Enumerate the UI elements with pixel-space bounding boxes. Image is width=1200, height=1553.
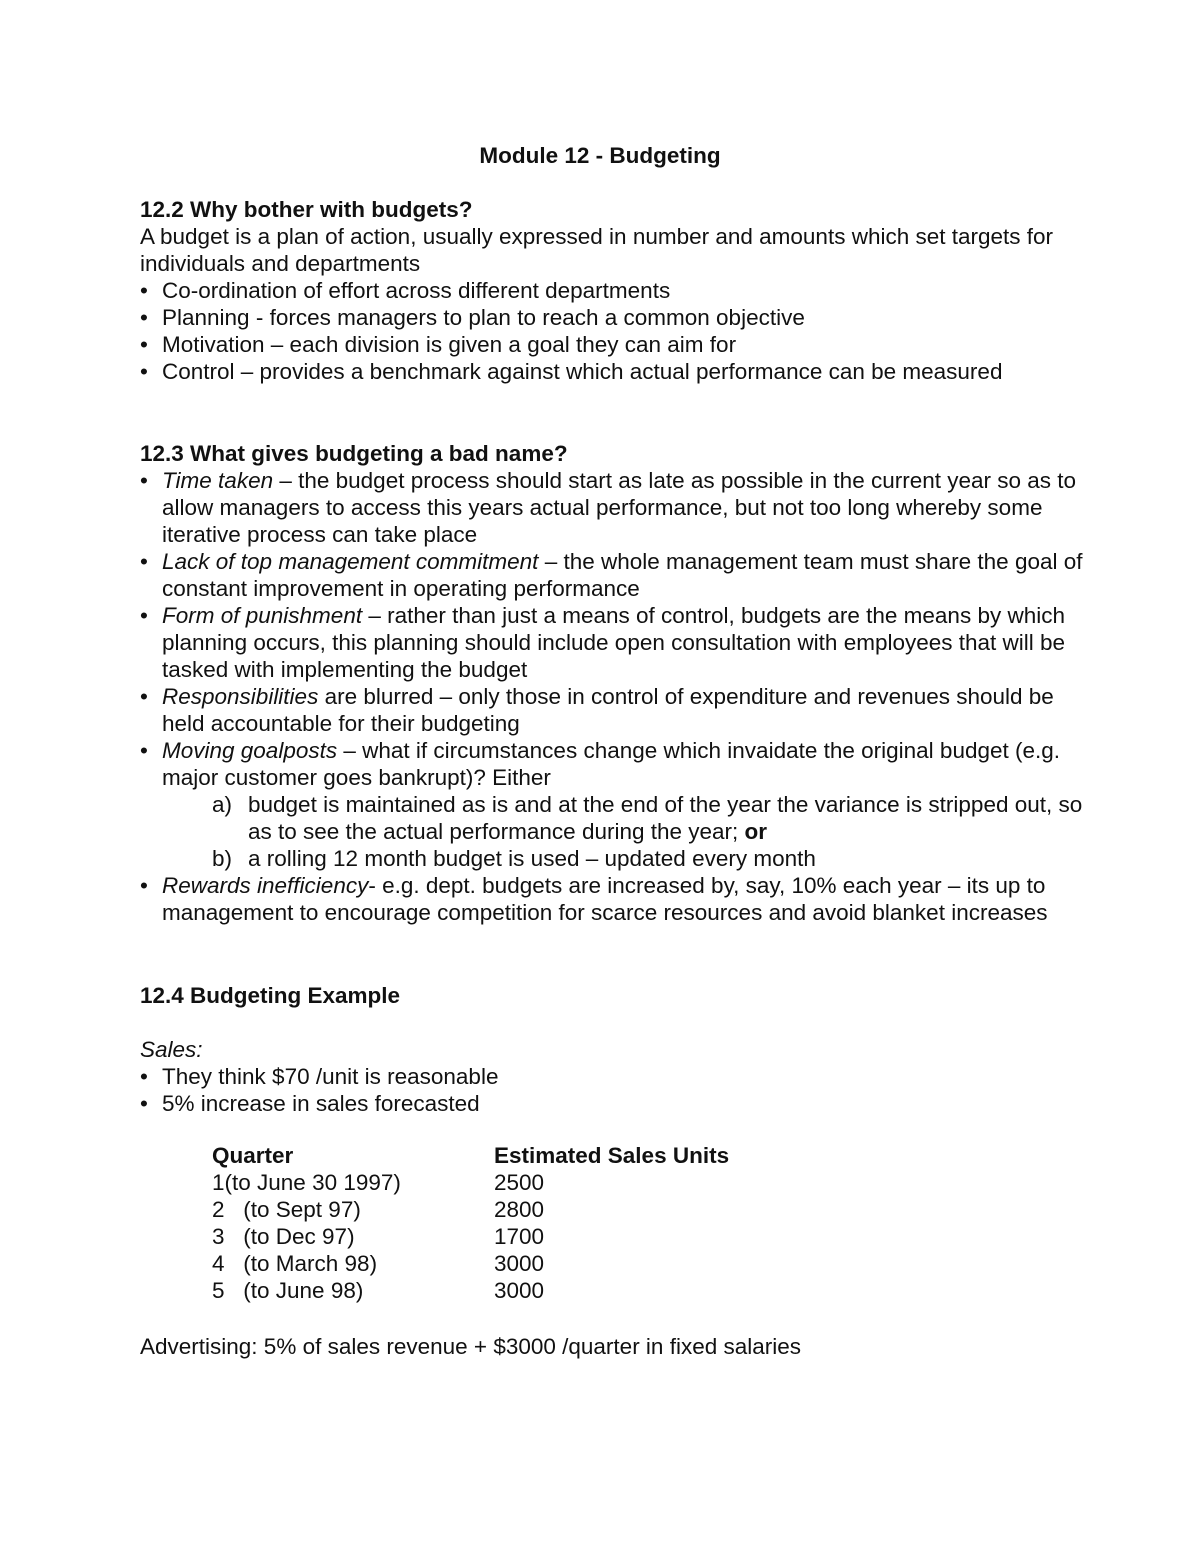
sales-label: Sales: (140, 1037, 203, 1062)
sub-list (140, 791, 1100, 872)
bullet-icon: • (140, 1064, 148, 1089)
bullet-icon: • (140, 332, 148, 357)
table-row (212, 1223, 729, 1250)
column-header: Estimated Sales Units (494, 1143, 730, 1168)
bullet-icon: • (140, 603, 148, 628)
list-item: • Responsibilities are blurred – only those in control of expenditure and revenues should be held accountable for their budgeting (140, 684, 1054, 736)
bullet-icon: • (140, 684, 148, 709)
list-item: • They think $70 /unit is reasonable (140, 1064, 499, 1089)
bullet-icon: • (140, 305, 148, 330)
table-cell: 1700 (494, 1224, 545, 1249)
section-budget-example (140, 982, 1100, 1009)
bullet-icon: • (140, 549, 148, 574)
table-row (212, 1250, 729, 1277)
table-cell: 1(to June 30 1997) (212, 1170, 401, 1195)
section-why-budgets (140, 196, 1100, 385)
bullet-list (140, 467, 1100, 791)
list-item: • Time taken – the budget process should start as late as possible in the current year so as to allow managers to access this years actual performance, but not too long whereby some iterative process can take place (140, 468, 1077, 547)
table-cell: 2500 (494, 1170, 545, 1195)
table-row (212, 1277, 729, 1304)
table-header-row (212, 1142, 729, 1169)
item-term: Form of punishment (162, 603, 363, 628)
sub-marker: b) (212, 846, 233, 871)
bullet-icon: • (140, 1091, 148, 1116)
bullet-icon: • (140, 278, 148, 303)
section-heading: 12.2 Why bother with budgets? (140, 197, 473, 222)
table-cell: 5 (to June 98) (212, 1278, 364, 1303)
page-title: Module 12 - Budgeting (479, 143, 721, 168)
list-item: • Co-ordination of effort across different departments (140, 278, 671, 303)
item-term: Rewards inefficiency (162, 873, 369, 898)
column-header: Quarter (212, 1143, 294, 1168)
sales-block (140, 1036, 1100, 1117)
table-row (212, 1169, 729, 1196)
section-heading: 12.4 Budgeting Example (140, 983, 401, 1008)
bullet-icon: • (140, 468, 148, 493)
list-item: • Planning - forces managers to plan to reach a common objective (140, 305, 805, 330)
section-intro: A budget is a plan of action, usually expressed in number and amounts which set targets for individuals and departments (140, 224, 1054, 276)
list-item: • Motivation – each division is given a goal they can aim for (140, 332, 737, 357)
list-item: • Form of punishment – rather than just a means of control, budgets are the means by which planning occurs, this planning should include open consultation with employees that will be tasked with implementing the budget (140, 603, 1066, 682)
table-cell: 3 (to Dec 97) (212, 1224, 355, 1249)
item-term: Responsibilities (162, 684, 319, 709)
bullet-icon: • (140, 359, 148, 384)
list-item: • Lack of top management commitment – the whole management team must share the goal of constant improvement in operating performance (140, 549, 1083, 601)
bullet-list (140, 1063, 1100, 1117)
list-item: • Control – provides a benchmark against which actual performance can be measured (140, 359, 1003, 384)
advertising-line: Advertising: 5% of sales revenue + $3000 /quarter in fixed salaries (140, 1334, 802, 1359)
list-item: • 5% increase in sales forecasted (140, 1091, 480, 1116)
bullet-list (140, 872, 1100, 926)
sub-marker: a) (212, 792, 233, 817)
item-term: Lack of top management commitment (162, 549, 539, 574)
sub-list-item: a) budget is maintained as is and at the end of the year the variance is stripped out, so as to see the actual performance during the year; or (212, 792, 1083, 844)
sales-table (212, 1142, 729, 1304)
table-cell: 2800 (494, 1197, 545, 1222)
table-cell: 4 (to March 98) (212, 1251, 378, 1276)
section-heading: 12.3 What gives budgeting a bad name? (140, 441, 568, 466)
bullet-icon: • (140, 873, 148, 898)
table-cell: 2 (to Sept 97) (212, 1197, 361, 1222)
sub-list-item: b) a rolling 12 month budget is used – updated every month (212, 846, 816, 871)
table-cell: 3000 (494, 1251, 545, 1276)
list-item: • Moving goalposts – what if circumstances change which invaidate the original budget (e.g. major customer goes bankrupt)? Either (140, 738, 1061, 790)
bullet-icon: • (140, 738, 148, 763)
table-cell: 3000 (494, 1278, 545, 1303)
item-term: Moving goalposts (162, 738, 338, 763)
table-row (212, 1196, 729, 1223)
item-term: Time taken (162, 468, 274, 493)
section-bad-name (140, 440, 1100, 926)
bullet-list (140, 277, 1100, 385)
list-item: • Rewards inefficiency- e.g. dept. budgets are increased by, say, 10% each year – its up to management to encourage competition for scarce resources and avoid blanket increases (140, 873, 1048, 925)
